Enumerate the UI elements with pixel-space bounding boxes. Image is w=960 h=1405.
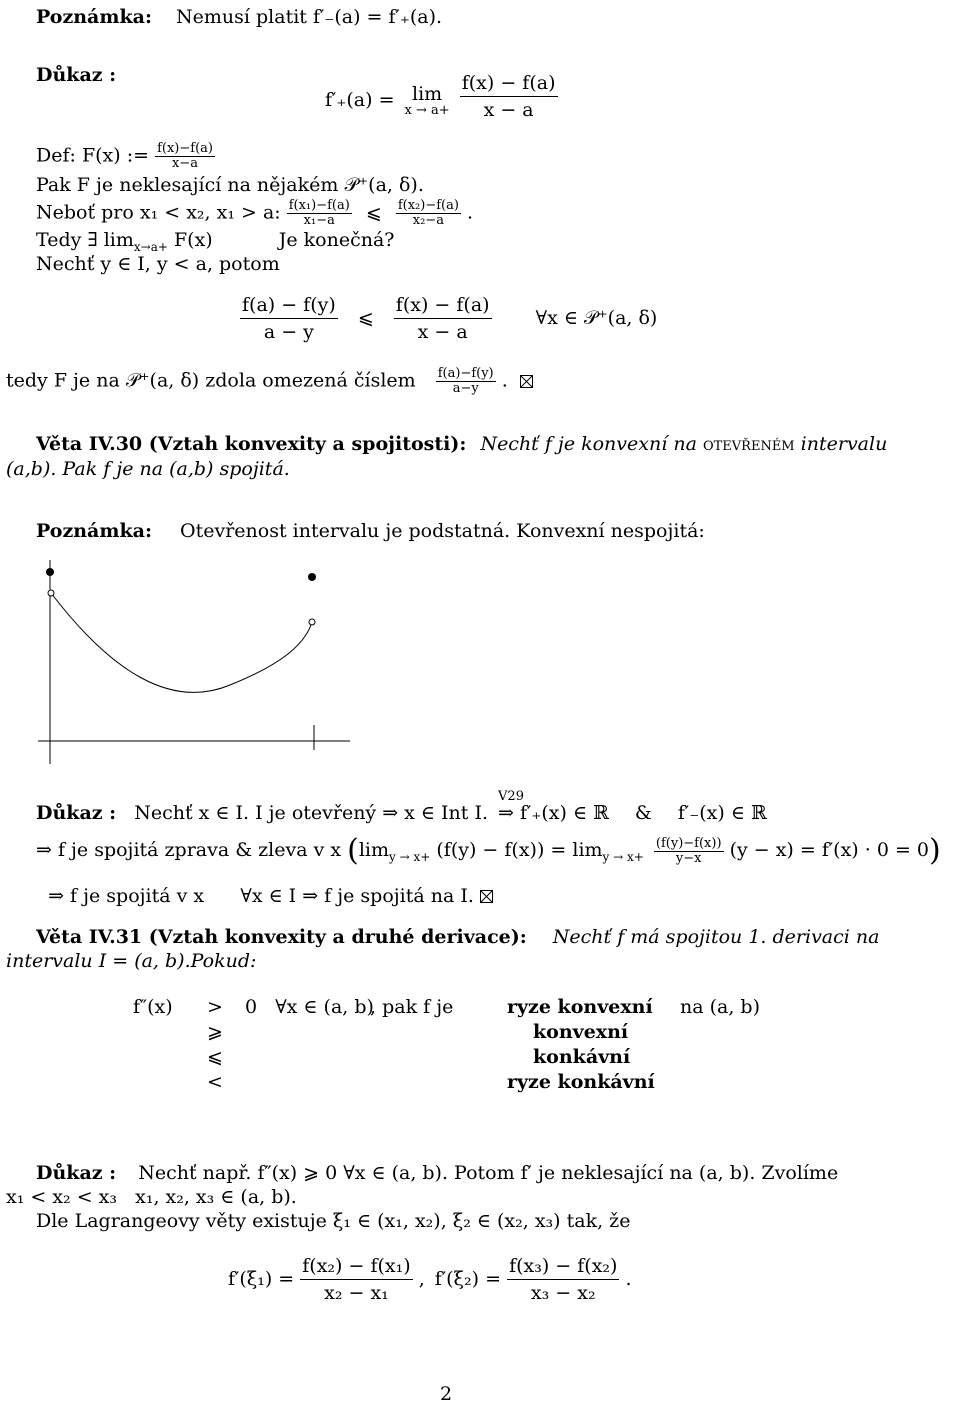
proof-31-fraction-1-den: x₂ − x₁ bbox=[300, 1279, 412, 1306]
limit-fraction bbox=[460, 70, 558, 123]
proof-30-line3 bbox=[36, 868, 493, 906]
theorem-31-concl-2: konvexní bbox=[533, 1021, 629, 1043]
bound-denominator: a−y bbox=[436, 381, 496, 396]
since-prefix: Neboť pro x₁ < x₂, x₁ > a: bbox=[36, 201, 281, 224]
note-2-heading: Poznámka: bbox=[36, 520, 152, 542]
convex-function-figure bbox=[30, 560, 370, 770]
limit-numerator: f(x) − f(a) bbox=[461, 72, 556, 94]
proof-31-heading: Důkaz : bbox=[36, 1162, 117, 1184]
paren-open: ( bbox=[347, 833, 359, 868]
proof-30-arrow: ⇒ bbox=[498, 802, 514, 824]
theorem-31-rel-4: < bbox=[207, 1071, 223, 1093]
proof-30-lim2-sub: y → x+ bbox=[602, 849, 644, 864]
proof-31-line1 bbox=[36, 1164, 838, 1183]
proof-31-f2-lhs: f′(ξ₂) = bbox=[434, 1268, 502, 1290]
inequality-left-fraction bbox=[240, 292, 338, 345]
limit-operator bbox=[404, 82, 450, 118]
proof-heading: Důkaz : bbox=[36, 64, 117, 86]
theorem-30-body-b: intervalu bbox=[800, 433, 888, 455]
proof-30-fraction bbox=[654, 837, 724, 866]
proof-31-sep: , bbox=[418, 1268, 425, 1290]
since-end: . bbox=[467, 201, 474, 224]
bound-fraction bbox=[436, 367, 496, 396]
proof-30-ref: V29 bbox=[498, 789, 524, 804]
theorem-31-rel-1: > bbox=[207, 996, 223, 1018]
note-2-text: Otevřenost intervalu je podstatná. Konvexní nespojitá: bbox=[180, 520, 705, 542]
proof-31-fraction-2-den: x₃ − x₂ bbox=[507, 1279, 619, 1306]
proof-31-line1-text: Nechť např. f″(x) ⩾ 0 ∀x ∈ (a, b). Potom f′ je neklesající na (a, b). Zvolíme bbox=[138, 1162, 839, 1184]
proof-31-fraction-1 bbox=[300, 1253, 412, 1306]
proof-30-right-derivative: f′₊(x) ∈ ℝ bbox=[520, 802, 609, 824]
theorem-30-body-a: Nechť f je konvexní na bbox=[480, 433, 697, 455]
proof-30-fraction-num: (f(y)−f(x)) bbox=[655, 835, 722, 851]
proof-30-line1 bbox=[36, 789, 767, 824]
since-fraction-2-den: x₂−a bbox=[396, 213, 461, 228]
proof-30-heading: Důkaz : bbox=[36, 802, 117, 824]
proof-30-lim1-sub: y → x+ bbox=[389, 849, 431, 864]
convex-curve bbox=[51, 593, 312, 692]
theorem-31-rel-2: ⩾ bbox=[207, 1021, 223, 1043]
proof-31-fraction-2-num: f(x₃) − f(x₂) bbox=[509, 1255, 618, 1277]
proof-30-line2-d: (y − x) = f′(x) · 0 = 0 bbox=[729, 839, 930, 861]
proof-31-f1-lhs: f′(ξ₁) = bbox=[228, 1268, 295, 1290]
proof-30-line2 bbox=[36, 833, 941, 868]
theorem-31-line1 bbox=[36, 928, 879, 947]
theorem-31-rel-3: ⩽ bbox=[207, 1046, 223, 1068]
theorem-31-body-a: Nechť f má spojitou 1. derivaci na bbox=[552, 926, 880, 948]
since-relation: ⩽ bbox=[365, 201, 382, 224]
proof-30-lim1: lim bbox=[358, 839, 390, 861]
since-fraction-2-num: f(x₂)−f(a) bbox=[397, 198, 459, 213]
theorem-31-concl-1: ryze konvexní bbox=[507, 996, 653, 1018]
theorem-30-line2: (a,b). Pak f je na (a,b) spojitá. bbox=[6, 458, 290, 480]
limit-formula bbox=[325, 72, 558, 123]
limit-word: lim bbox=[412, 82, 443, 105]
since-fraction-2 bbox=[396, 199, 461, 228]
theorem-31-tail: na (a, b) bbox=[680, 996, 760, 1018]
note-heading: Poznámka: bbox=[36, 6, 152, 28]
open-endpoint-right bbox=[309, 619, 315, 625]
note-2-paragraph bbox=[36, 522, 705, 541]
limit-lhs: f′₊(a) = bbox=[325, 89, 395, 111]
bound-text: tedy F je na 𝒫⁺(a, δ) zdola omezená číslem bbox=[6, 369, 416, 392]
inequality-right-den: x − a bbox=[394, 318, 492, 345]
since-fraction-1-den: x₁−a bbox=[287, 213, 352, 228]
theorem-30-line1 bbox=[36, 435, 887, 454]
theorem-31-concl-3: konkávní bbox=[533, 1046, 631, 1068]
bound-line bbox=[6, 367, 533, 396]
qed-icon bbox=[480, 890, 493, 903]
inequality-left-num: f(a) − f(y) bbox=[242, 294, 336, 316]
limit-denominator: x − a bbox=[460, 96, 558, 123]
inequality-left-den: a − y bbox=[240, 318, 338, 345]
then-question: Je konečná? bbox=[278, 229, 395, 251]
note-paragraph bbox=[36, 8, 442, 27]
proof-30-ampersand: & bbox=[634, 802, 652, 824]
proof-31-fraction-1-num: f(x₂) − f(x₁) bbox=[302, 1255, 411, 1277]
theorem-30-title: Věta IV.30 (Vztah konvexity a spojitosti): bbox=[36, 433, 467, 455]
proof-31-end: . bbox=[625, 1268, 632, 1290]
theorem-31-line2: intervalu I = (a, b).Pokud: bbox=[6, 950, 257, 972]
bound-end: . bbox=[501, 369, 508, 392]
theorem-31-concl-4: ryze konkávní bbox=[507, 1071, 655, 1093]
limit-sub: x → a+ bbox=[404, 102, 450, 118]
page-number: 2 bbox=[440, 1383, 453, 1405]
closed-endpoint-left bbox=[46, 568, 54, 576]
proof-30-fraction-den: y−x bbox=[654, 851, 724, 866]
since-fraction-1 bbox=[287, 199, 352, 228]
then-sub: x→a+ bbox=[133, 239, 168, 254]
definition-numerator: f(x)−f(a) bbox=[157, 141, 213, 156]
theorem-31-lhs: f″(x) bbox=[133, 996, 173, 1018]
proof-31-formula bbox=[228, 1253, 632, 1306]
proof-30-left-derivative: f′₋(x) ∈ ℝ bbox=[677, 802, 767, 824]
proof-30-line2-a: ⇒ f je spojitá zprava & zleva v x bbox=[36, 839, 342, 861]
proof-30-implication bbox=[498, 789, 524, 824]
proof-31-line3: Dle Lagrangeovy věty existuje ξ₁ ∈ (x₁, x₂), ξ₂ ∈ (x₂, x₃) tak, že bbox=[36, 1210, 631, 1232]
closed-endpoint-right bbox=[308, 573, 316, 581]
since-line bbox=[36, 199, 473, 228]
inequality-relation: ⩽ bbox=[357, 307, 374, 329]
paren-close: ) bbox=[929, 833, 941, 868]
proof-30-line2-c: (f(y) − f(x)) = lim bbox=[436, 839, 603, 861]
definition-denominator: x−a bbox=[155, 156, 215, 171]
open-endpoint-left bbox=[48, 590, 54, 596]
bound-numerator: f(a)−f(y) bbox=[437, 366, 494, 381]
proof-30-text-a: Nechť x ∈ I. I je otevřený ⇒ x ∈ Int I. bbox=[134, 802, 488, 824]
theorem-31-cond-1: 0 ∀x ∈ (a, b) bbox=[245, 996, 374, 1018]
then-function: F(x) bbox=[173, 229, 213, 251]
definition-line bbox=[36, 142, 215, 171]
nondecreasing-line: Pak F je neklesající na nějakém 𝒫⁺(a, δ). bbox=[36, 174, 424, 196]
then-line bbox=[36, 231, 395, 253]
inequality-formula bbox=[240, 292, 657, 345]
since-fraction-1-num: f(x₁)−f(a) bbox=[288, 198, 350, 213]
definition-fraction bbox=[155, 142, 215, 171]
inequality-right-fraction bbox=[394, 292, 492, 345]
definition-lhs: Def: F(x) := bbox=[36, 144, 150, 167]
theorem-31-then: , pak f je bbox=[370, 996, 454, 1018]
note-text: Nemusí platit f′₋(a) = f′₊(a). bbox=[176, 6, 443, 28]
theorem-30-open: otevřeném bbox=[702, 433, 795, 455]
inequality-quantifier: ∀x ∈ 𝒫⁺(a, δ) bbox=[535, 307, 658, 329]
then-exists: Tedy ∃ lim bbox=[36, 229, 134, 251]
proof-31-fraction-2 bbox=[507, 1253, 619, 1306]
inequality-right-num: f(x) − f(a) bbox=[395, 294, 490, 316]
proof-30-line3-text: ⇒ f je spojitá v x ∀x ∈ I ⇒ f je spojitá na I. bbox=[48, 885, 474, 907]
theorem-31-title: Věta IV.31 (Vztah konvexity a druhé derivace): bbox=[36, 926, 527, 948]
qed-icon bbox=[520, 375, 533, 388]
let-line: Nechť y ∈ I, y < a, potom bbox=[36, 253, 280, 275]
proof-31-line2: x₁ < x₂ < x₃ x₁, x₂, x₃ ∈ (a, b). bbox=[6, 1186, 297, 1208]
